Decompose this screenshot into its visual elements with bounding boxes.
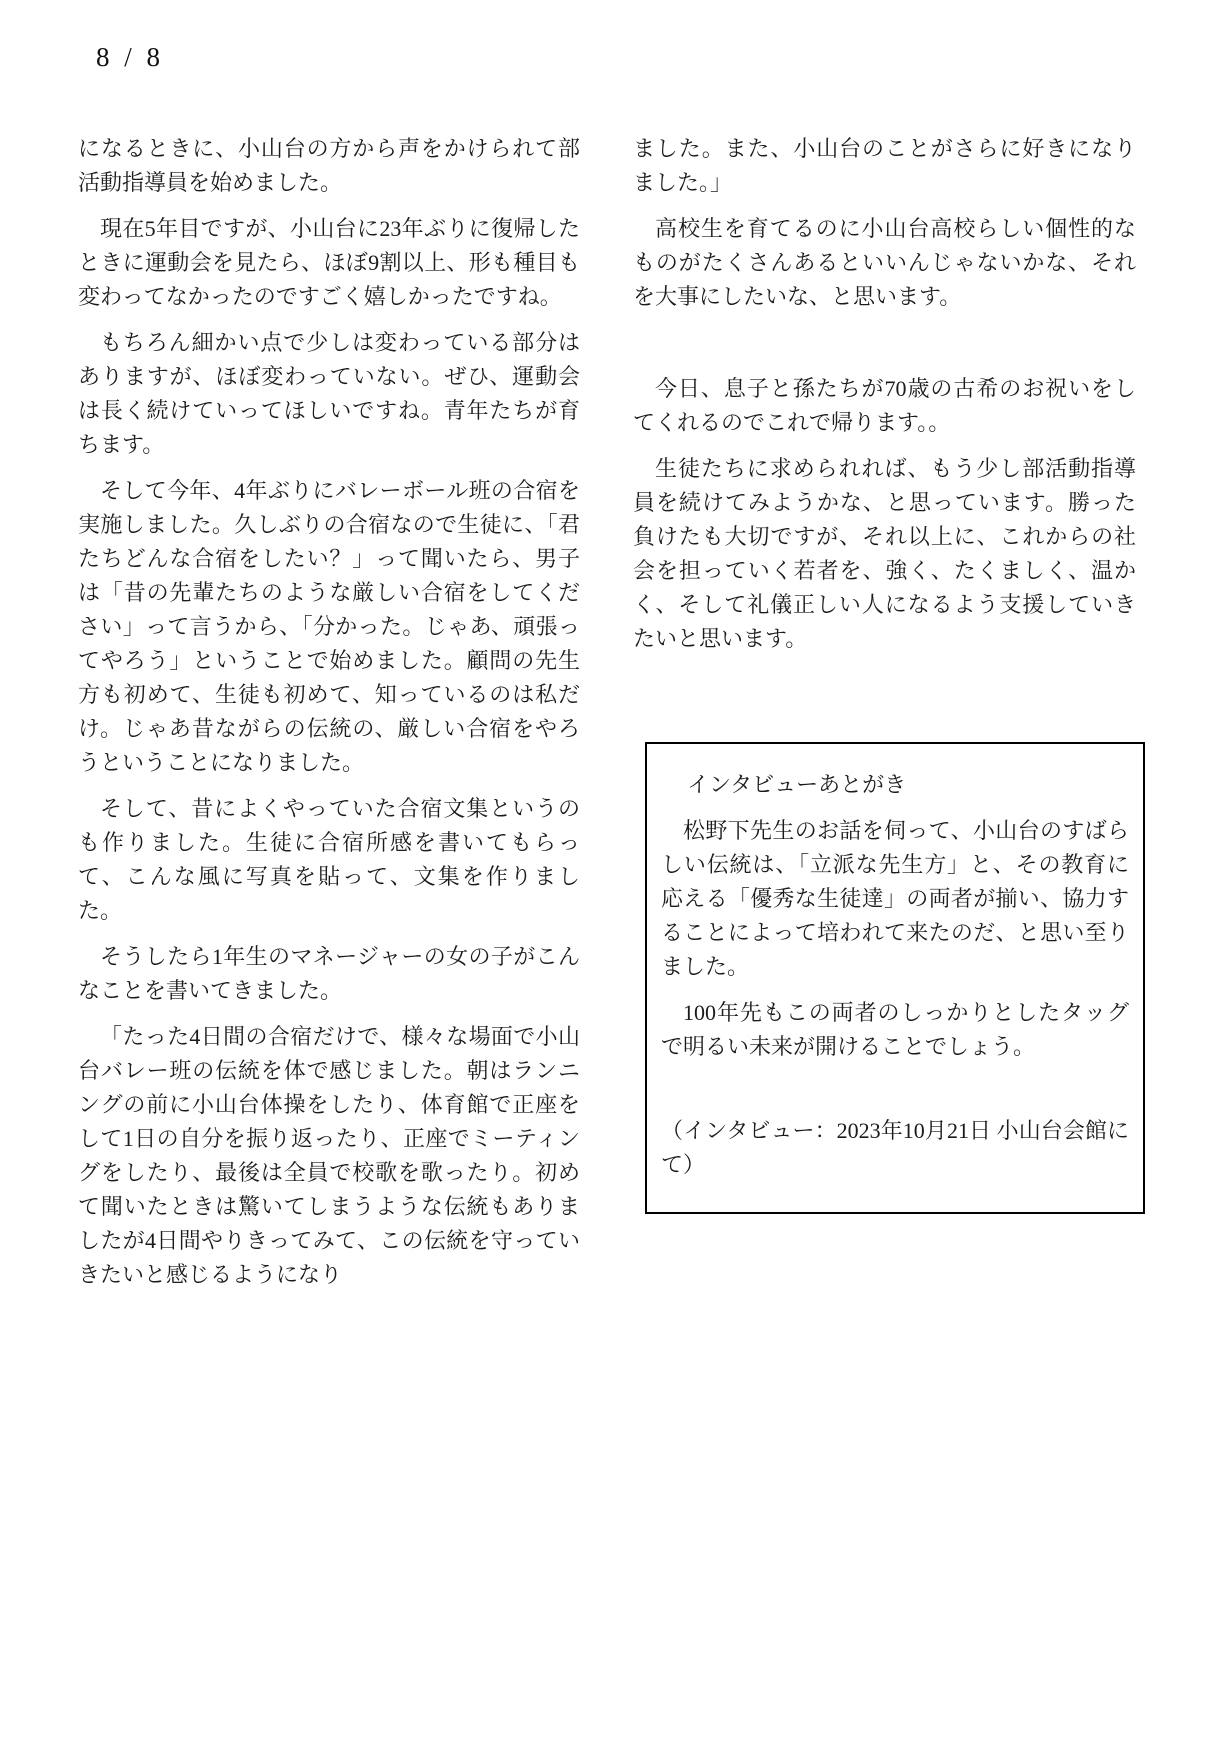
paragraph (633, 326, 1136, 360)
paragraph: そして、昔によくやっていた合宿文集というのも作りました。生徒に合宿所感を書いてもらって、こんな風に写真を貼って、文集を作りました。 (78, 796, 580, 923)
interview-date-line: （インタビュー：2023年10月21日 小山台会館にて） (661, 1118, 1129, 1177)
paragraph: そして今年、4年ぶりにバレーボール班の合宿を実施しました。久しぶりの合宿なので生徒に、「君たちどんな合宿をしたい？」って聞いたら、男子は「昔の先輩たちのような厳しい合宿をしてください」って言うから、「分かった。じゃあ、頑張ってやろう」ということで始めました。顧問の先生方も初めて、生徒も初めて、知っているのは私だけ。じゃあ昔ながらの伝統の、厳しい合宿をやろうということになりました。 (78, 478, 580, 775)
right-column-text (633, 132, 1136, 656)
paragraph: ました。また、小山台のことがさらに好きになりました。」 (633, 136, 1136, 195)
paragraph: 「たった4日間の合宿だけで、様々な場面で小山台バレー班の伝統を体で感じました。朝はランニングの前に小山台体操をしたり、体育館で正座をして1日の自分を振り返ったり、正座でミーティングをしたり、最後は全員で校歌を歌ったり。初めて聞いたときは驚いてしまうような伝統もありましたが4日間やりきってみて、この伝統を守っていきたいと感じるようになり (78, 1024, 580, 1287)
paragraph: 100年先もこの両者のしっかりとしたタッグで明るい未来が開けることでしょう。 (661, 1000, 1129, 1059)
paragraph: そうしたら1年生のマネージャーの女の子がこんなことを書いてきました。 (78, 944, 580, 1003)
right-column (633, 132, 1136, 1214)
paragraph: 松野下先生のお話を伺って、小山台のすばらしい伝統は、「立派な先生方」と、その教育に応える「優秀な生徒達」の両者が揃い、協力することによって培われて来たのだ、と思い至りました。 (661, 818, 1129, 979)
afterword-body (661, 814, 1129, 1064)
page-number: 8 / 8 (96, 42, 165, 72)
afterword-box (645, 742, 1145, 1214)
paragraph: になるときに、小山台の方から声をかけられて部活動指導員を始めました。 (78, 136, 580, 195)
left-column (78, 132, 580, 1304)
paragraph: もちろん細かい点で少しは変わっている部分はありますが、ほぼ変わっていない。ぜひ、運動会は長く続けていってほしいですね。青年たちが育ちます。 (78, 330, 580, 457)
afterword-title: インタビューあとがき (687, 772, 907, 797)
paragraph: 高校生を育てるのに小山台高校らしい個性的なものがたくさんあるといいんじゃないかな、それを大事にしたいな、と思います。 (633, 216, 1136, 309)
paragraph: 今日、息子と孫たちが70歳の古希のお祝いをしてくれるのでこれで帰ります。。 (633, 376, 1136, 435)
paragraph: 現在5年目ですが、小山台に23年ぶりに復帰したときに運動会を見たら、ほぼ9割以上、形も種目も変わってなかったのですごく嬉しかったですね。 (78, 216, 580, 309)
paragraph: 生徒たちに求められれば、もう少し部活動指導員を続けてみようかな、と思っています。勝った負けたも大切ですが、それ以上に、これからの社会を担っていく若者を、強く、たくましく、温かく、そして礼儀正しい人になるよう支援していきたいと思います。 (633, 456, 1136, 651)
